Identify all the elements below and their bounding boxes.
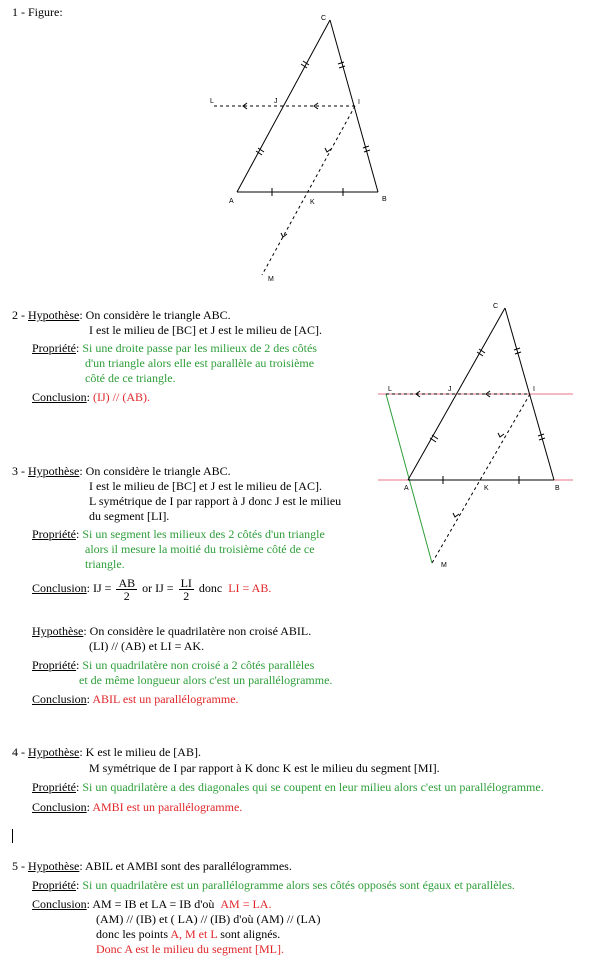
fig2-label-i: I xyxy=(533,386,535,393)
fig2-label-k: K xyxy=(484,485,489,492)
fig2-label-c: C xyxy=(493,303,499,310)
s2-property: Propriété: Si une droite passe par les milieux de 2 des côtés xyxy=(32,341,317,355)
fig2-label-a: A xyxy=(404,485,409,492)
s4-property: Propriété: Si un quadrilatère a des diagonales qui se coupent en leur milieu alors c'est un parallélogramme. xyxy=(32,780,544,794)
s2-hypothesis: 2 - Hypothèse: On considère le triangle ABC. xyxy=(12,308,231,322)
section-1-title: 1 - Figure: xyxy=(12,5,63,19)
fig2-label-m: M xyxy=(441,562,447,569)
fig1-label-a: A xyxy=(229,198,234,205)
s2-prop-line2: d'un triangle alors elle est parallèle au troisième xyxy=(85,356,315,370)
s3-conclusion: Conclusion: IJ = $\frac{AB}{2}$ or IJ = $\frac{LI}{2}$ donc LI = AB. xyxy=(32,575,272,603)
s3-conclusion-2: Conclusion: ABIL est un parallélogramme. xyxy=(32,692,239,706)
text-cursor xyxy=(12,829,13,843)
fig2-label-b: B xyxy=(555,485,560,492)
s3-hypothesis: 3 - Hypothèse: On considère le triangle ABC. xyxy=(12,464,231,478)
s3-prop-line3: triangle. xyxy=(85,557,125,571)
s3-hyp2-line2: (LI) // (AB) et LI = AK. xyxy=(89,639,205,653)
s5-concl-line3: donc les points A, M et L sont alignés. xyxy=(96,927,281,941)
s4-hypothesis: 4 - Hypothèse: K est le milieu de [AB]. xyxy=(12,745,201,759)
fig1-label-b: B xyxy=(382,196,387,203)
figure-2 xyxy=(376,296,576,574)
fig1-label-k: K xyxy=(310,199,315,206)
fig2-label-l: L xyxy=(388,386,392,393)
s5-concl-line4: Donc A est le milieu du segment [ML]. xyxy=(96,942,284,956)
s2-conclusion: Conclusion: (IJ) // (AB). xyxy=(32,390,151,404)
figure-1 xyxy=(200,10,400,290)
fraction-ab-over-2: $\frac{AB}{2}$ xyxy=(118,575,136,603)
s3-hyp-line2: I est le milieu de [BC] et J est le milieu de [AC]. xyxy=(89,479,322,493)
s3-hyp-line3: L symétrique de I par rapport à J donc J est le milieu xyxy=(89,494,342,508)
s5-property: Propriété: Si un quadrilatère est un parallélogramme alors ses côtés opposés sont égaux et parallèles. xyxy=(32,878,515,892)
s3-property: Propriété: Si un segment les milieux des 2 côtés d'un triangle xyxy=(32,527,325,541)
fig2-label-j: J xyxy=(448,386,452,393)
fig1-label-c: C xyxy=(321,15,327,22)
s3-prop-line2: alors il mesure la moitié du troisième côté de ce xyxy=(85,542,315,556)
s3-property-2: Propriété: Si un quadrilatère non croisé a 2 côtés parallèles xyxy=(32,658,315,672)
s5-conclusion: Conclusion: AM = IB et LA = IB d'où AM = LA. xyxy=(32,897,272,911)
fraction-li-over-2: $\frac{LI}{2}$ xyxy=(180,575,192,603)
s3-hyp-line4: du segment [LI]. xyxy=(89,509,170,523)
s5-concl-line2: (AM) // (IB) et ( LA) // (IB) d'où (AM) // (LA) xyxy=(96,912,321,926)
fig1-label-i: I xyxy=(358,99,360,106)
s3-hypothesis-2: Hypothèse: On considère le quadrilatère non croisé ABIL. xyxy=(32,624,312,638)
s5-hypothesis: 5 - Hypothèse: ABIL et AMBI sont des parallélogrammes. xyxy=(12,859,292,873)
s2-prop-line3: côté de ce triangle. xyxy=(85,371,176,385)
s2-hyp-line2: I est le milieu de [BC] et J est le milieu de [AC]. xyxy=(89,323,322,337)
s4-hyp-line2: M symétrique de I par rapport à K donc K est le milieu du segment [MI]. xyxy=(89,761,440,775)
fig1-label-m: M xyxy=(268,276,274,283)
s4-conclusion: Conclusion: AMBI est un parallélogramme. xyxy=(32,800,243,814)
s3-prop2-line2: et de même longueur alors c'est un parallélogramme. xyxy=(79,673,333,687)
fig1-label-j: J xyxy=(274,98,278,105)
fig1-label-l: L xyxy=(210,98,214,105)
s2-hyp-label: Hypothèse xyxy=(28,308,80,322)
